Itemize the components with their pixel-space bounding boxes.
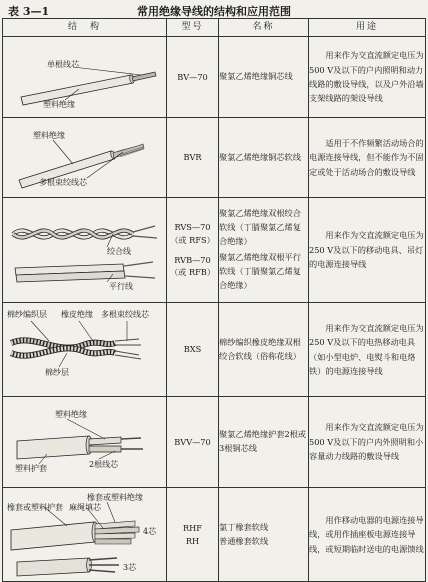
header-row — [3, 19, 426, 37]
label-stranded-core: 多根束绞线芯 — [39, 178, 87, 187]
single-core-wire-illustration — [3, 37, 167, 117]
label-rubber-or-plastic-sheath: 橡套或塑料护套 — [7, 503, 63, 512]
label-plastic-insulation: 塑料绝缘 — [55, 410, 87, 419]
label-two-cores: 2根线芯 — [89, 460, 119, 469]
model-cell — [167, 198, 219, 303]
model-code: RH — [185, 535, 200, 546]
name-cell: 聚氯乙烯绝缘铜芯线 — [219, 37, 309, 118]
name-cell: 聚氯乙烯绝缘铜芯软线 — [219, 118, 309, 198]
structure-figure — [3, 397, 167, 488]
table-row — [3, 198, 426, 303]
model-cell — [167, 397, 219, 488]
model-cell — [167, 303, 219, 397]
label-rubber-insulation: 橡皮绝缘 — [61, 310, 93, 319]
label-plastic-sheath: 塑料护套 — [15, 464, 47, 473]
model-code: BXS — [183, 344, 202, 355]
table-number: 表 3—1 — [8, 5, 50, 18]
model-code-alt: （或 RFS） — [170, 234, 215, 245]
name-block: 聚氯乙烯绝缘双根平行软线（丁腈聚氯乙烯复合绝缘） — [219, 252, 301, 290]
structure-figure — [3, 37, 167, 118]
label-parallel-wire: 平行线 — [109, 282, 133, 291]
structure-figure — [3, 488, 167, 582]
name-block: 氯丁橡套软线 — [219, 521, 269, 532]
model-code-alt: （或 RFB） — [169, 267, 216, 278]
label-cotton-layer: 棉纱层 — [45, 368, 69, 377]
model-cell — [167, 118, 219, 198]
structure-figure — [3, 303, 167, 397]
model-code: RVS—70 — [174, 222, 211, 233]
name-cell: 棉纱编织橡皮绝缘双根绞合软线（俗称花线） — [219, 303, 309, 397]
header-name: 名称 — [219, 19, 309, 37]
usage-cell: 用来作为交直流额定电压为500 V及以下的户内照明和动力线路的敷设导线，以及户外沿墙支架线路的架设导线 — [309, 37, 426, 118]
label-cotton-braid: 棉纱编织层 — [7, 310, 47, 319]
model-code: BV—70 — [177, 71, 208, 82]
label-four-core: 4芯 — [143, 527, 157, 536]
usage-cell: 用来作为交直流额定电压为250 V及以下的移动电具、吊灯的电源连接导线 — [309, 198, 426, 303]
label-three-core: 3芯 — [123, 563, 137, 572]
structure-figure — [3, 198, 167, 303]
label-plastic-insulation: 塑料绝缘 — [43, 100, 75, 109]
label-plastic-insulation: 塑料绝缘 — [33, 131, 65, 140]
table-row — [3, 118, 426, 198]
header-structure: 结 构 — [3, 19, 167, 37]
model-cell — [167, 37, 219, 118]
structure-figure — [3, 118, 167, 198]
model-code: RVB—70 — [174, 255, 211, 265]
header-model: 型号 — [167, 19, 219, 37]
model-cell — [167, 488, 219, 582]
table-row — [3, 303, 426, 397]
usage-cell: 适用于不作频繁活动场合的电源连接导线，但不能作为不固定或处于活动场合的敷设导线 — [309, 118, 426, 198]
label-stranded-core: 多根束绞线芯 — [101, 310, 149, 319]
wire-table — [2, 18, 426, 582]
model-code: BVV—70 — [174, 436, 211, 447]
table-row — [3, 37, 426, 118]
table-row — [3, 397, 426, 488]
name-cell: 聚氯乙烯绝缘护套2根或3根铜芯线 — [219, 397, 309, 488]
name-block: 普通橡套软线 — [219, 535, 269, 546]
header-usage: 用途 — [309, 19, 426, 37]
usage-cell: 用来作为交直流额定电压为250 V及以下的电热移动电具（如小型电炉、电熨斗和电烙铁）的电源连接导线 — [309, 303, 426, 397]
name-cell — [219, 488, 309, 582]
usage-cell: 用来作为交直流额定电压为500 V及以下的户内外照明和小容量动力线路的敷设导线 — [309, 397, 426, 488]
usage-cell: 用作移动电器的电源连接导线，或用作插座板电源连接导线，或短期临时送电的电源馈线 — [309, 488, 426, 582]
table-title: 常用绝缘导线的结构和应用范围 — [137, 5, 291, 18]
label-twisted-wire: 绞合线 — [107, 247, 131, 256]
label-hemp-filler: 麻绳填芯 — [69, 503, 101, 512]
label-single-core: 单根线芯 — [47, 60, 79, 69]
twisted-and-parallel-wire-illustration — [3, 198, 167, 302]
table-caption — [0, 2, 428, 18]
name-block: 聚氯乙烯绝缘双根绞合软线（丁腈聚氯乙烯复合绝缘） — [219, 208, 301, 247]
label-rubber-or-plastic-insulation: 橡套或塑料绝缘 — [87, 493, 143, 502]
model-code: RHF — [183, 523, 202, 534]
model-code: BVR — [183, 152, 202, 163]
name-cell — [219, 198, 309, 303]
table-row — [3, 488, 426, 582]
